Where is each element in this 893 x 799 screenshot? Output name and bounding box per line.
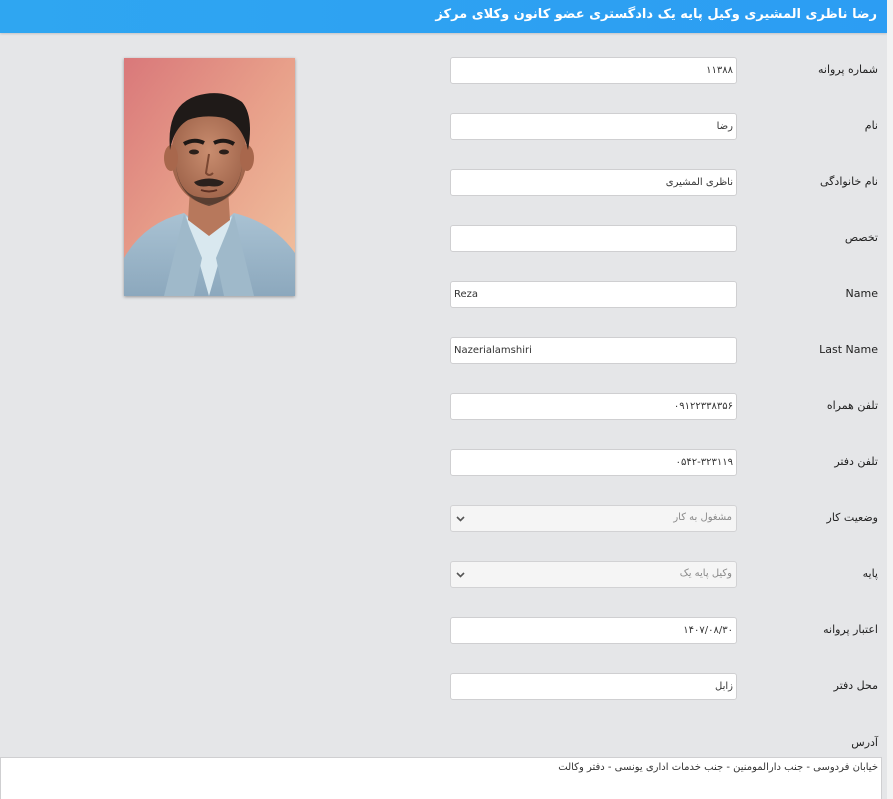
address-label: آدرس — [851, 736, 878, 749]
specialty-label: تخصص — [844, 231, 878, 244]
license-number-label: شماره پروانه — [818, 63, 878, 76]
name-en-input[interactable] — [450, 281, 737, 308]
chevron-down-icon — [455, 569, 466, 580]
work-status-select[interactable] — [450, 505, 737, 532]
grade-select[interactable] — [450, 561, 737, 588]
grade-value: وکیل پایه یک — [679, 568, 732, 579]
grade-label: پایه — [862, 567, 878, 580]
office-location-input[interactable] — [450, 673, 737, 700]
page-title: رضا ناظری المشیری وکیل پایه یک دادگستری عضو کانون وکلای مرکز — [435, 7, 877, 22]
last-name-en-label: Last Name — [819, 343, 878, 356]
last-name-input[interactable] — [450, 169, 737, 196]
office-location-label: محل دفتر — [833, 679, 878, 692]
office-phone-input[interactable] — [450, 449, 737, 476]
portrait-image — [124, 58, 295, 296]
address-value: خیابان فردوسی - جنب دارالمومنین - جنب خدمات اداری یونسی - دفتر وکالت — [558, 762, 878, 773]
license-number-input[interactable] — [450, 57, 737, 84]
work-status-label: وضعیت کار — [826, 511, 878, 524]
last-name-label: نام خانوادگی — [820, 175, 878, 188]
first-name-input[interactable] — [450, 113, 737, 140]
mobile-phone-label: تلفن همراه — [826, 399, 878, 412]
name-en-label: Name — [845, 287, 878, 300]
lawyer-photo — [124, 58, 295, 296]
work-status-value: مشغول به کار — [673, 512, 732, 523]
license-validity-label: اعتبار پروانه — [823, 623, 878, 636]
specialty-input[interactable] — [450, 225, 737, 252]
title-bar — [0, 0, 887, 33]
license-validity-input[interactable] — [450, 617, 737, 644]
chevron-down-icon — [455, 513, 466, 524]
first-name-label: نام — [864, 119, 878, 132]
mobile-phone-input[interactable] — [450, 393, 737, 420]
address-textarea[interactable] — [0, 757, 882, 799]
office-phone-label: تلفن دفتر — [834, 455, 878, 468]
last-name-en-input[interactable] — [450, 337, 737, 364]
scrollbar-gutter — [887, 0, 893, 799]
